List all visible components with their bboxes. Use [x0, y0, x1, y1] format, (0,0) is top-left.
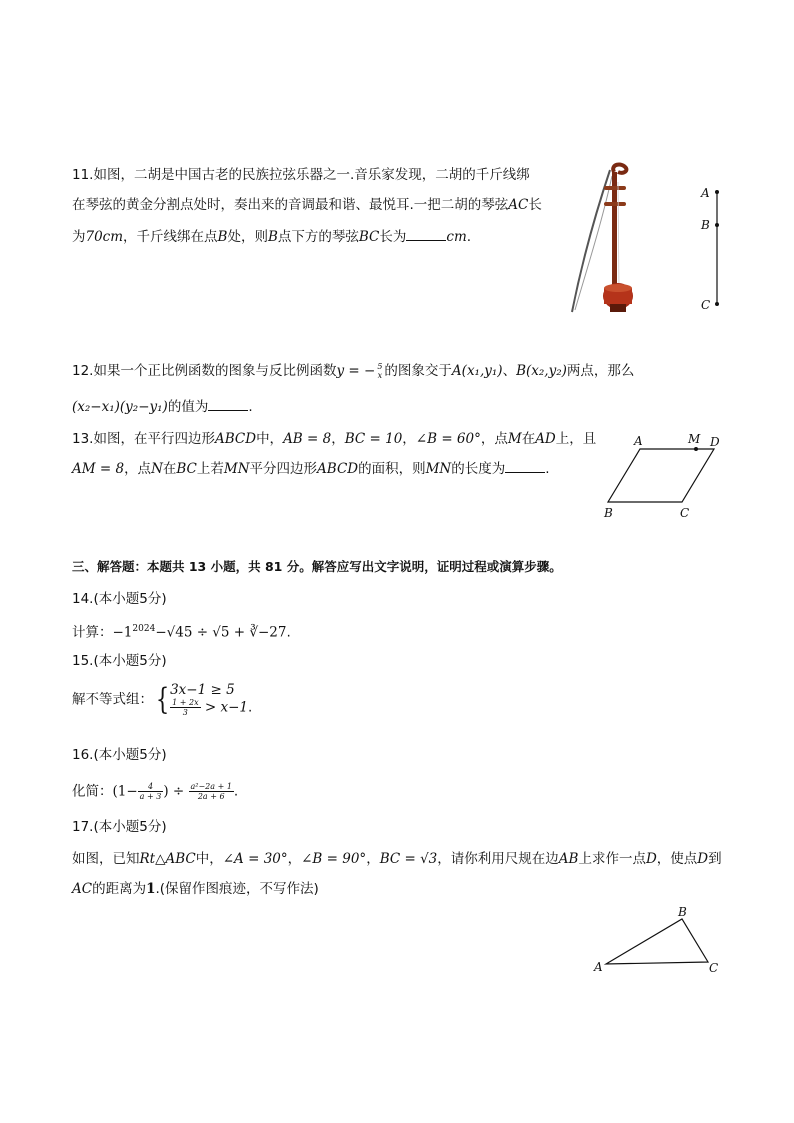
q11-line3: 为70cm，千斤线绑在点B处，则B点下方的琴弦BC长为 cm. [72, 229, 472, 245]
erhu-icon [566, 162, 642, 318]
q13-line2: AM = 8，点N在BC上若MN平分四边形ABCD的面积，则MN的长度为 . [72, 461, 550, 477]
q11-segment-figure [696, 180, 736, 316]
q15-line: 解不等式组：{ 3x−1 ≥ 5 $\frac{1 + 2x}{3}$ > x−1. [72, 681, 253, 717]
section-title: 三、解答题：本题共 13 小题，共 81 分。解答应写出文字说明，证明过程或演算步骤。 [72, 559, 562, 574]
label-m: M [688, 432, 701, 446]
answer-blank [406, 228, 446, 241]
label-a: A [701, 186, 710, 200]
q11-line1: 11.如图，二胡是中国古老的民族拉弦乐器之一.音乐家发现，二胡的千斤线绑 [72, 167, 530, 183]
inequality-system: 3x−1 ≥ 5 $\frac{1 + 2x}{3}$ > x−1. [170, 682, 253, 717]
label-a: A [634, 434, 643, 448]
q13-parallelogram-figure [596, 428, 732, 524]
q12-line2: (x₂−x₁)(y₂−y₁)的值为 . [72, 399, 253, 415]
label-a: A [594, 960, 603, 974]
label-c: C [680, 506, 690, 520]
label-b: B [701, 218, 710, 232]
label-c: C [701, 298, 711, 312]
q14-line: 计算：$-1^{2024}-√45 \div √5$ + ∛−27. [72, 624, 291, 641]
answer-blank [208, 398, 248, 411]
q15-head: 15.(本小题5分) [72, 653, 167, 669]
q17-line2: AC的距离为1.(保留作图痕迹，不写作法) [72, 881, 319, 897]
q17-head: 17.(本小题5分) [72, 819, 167, 835]
q11-line2: 在琴弦的黄金分割点处时，奏出来的音调最和谐、最悦耳.一把二胡的琴弦AC长 [72, 197, 542, 213]
label-b: B [678, 905, 687, 919]
q16-head: 16.(本小题5分) [72, 747, 167, 763]
q16-line: 化简：(1− $\frac{4}{a + 3}$ ) ÷ $\frac{\text{a²−2a + 1}}{2a + 6}$ . [72, 782, 239, 801]
label-c: C [709, 961, 719, 975]
q17-triangle-figure [588, 904, 728, 980]
label-b: B [604, 506, 613, 520]
q14-head: 14.(本小题5分) [72, 591, 167, 607]
fraction: 5 x [377, 362, 383, 380]
q17-line1: 如图，已知Rt△ABC中，∠A = 30°，∠B = 90°，BC = √3，请你利用尺规在边AB上求作一点D，使点D到 [72, 851, 722, 867]
answer-blank [505, 460, 545, 473]
q13-line1: 13.如图，在平行四边形ABCD中，AB = 8，BC = 10，∠B = 60°，点M在AD上，且 [72, 431, 597, 447]
q12-line1: 12.如果一个正比例函数的图象与反比例函数y = − 5 x 的图象交于A(x₁,y₁)、B(x₂,y₂)两点，那么 [72, 362, 635, 380]
label-d: D [710, 435, 720, 449]
